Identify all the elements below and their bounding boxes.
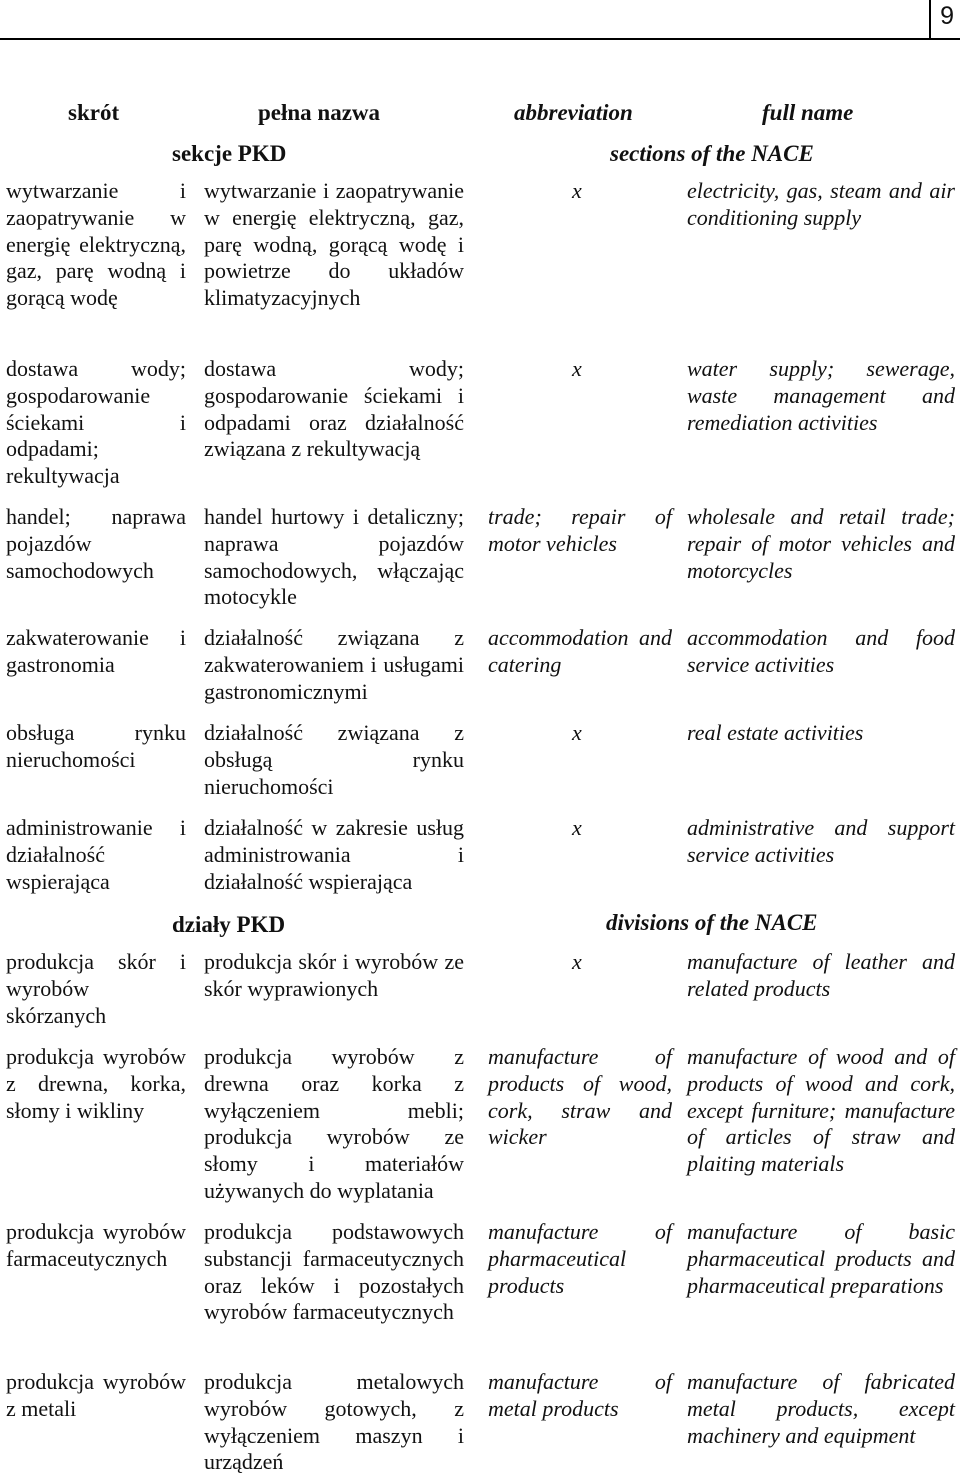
full-en-cell: water supply; sewerage, waste management and remediation activities [687, 356, 955, 435]
full-en-cell: real estate activities [687, 720, 864, 745]
abbr-en-cell: manufacture of products of wood, cork, straw and wicker [488, 1044, 672, 1150]
abbr-en-cell: x [572, 949, 582, 974]
abbr-en-cell: manufacture of pharmaceutical products [488, 1219, 672, 1298]
full-pl-cell: produkcja wyrobów z drewna oraz korka z wyłączeniem mebli; produkcja wyrobów ze słomy i materiałów używanych do wyplatania [204, 1044, 464, 1203]
full-en-cell: wholesale and retail trade; repair of motor vehicles and motorcycles [687, 504, 955, 583]
full-pl-cell: dostawa wody; gospodarowanie ściekami i odpadami oraz działalność związana z rekultywacją [204, 356, 464, 462]
page-number: 9 [940, 2, 954, 30]
abbr-pl-cell: produkcja wyrobów farmaceutycznych [6, 1219, 186, 1271]
sections-pl-heading: sekcje PKD [172, 141, 287, 166]
abbr-en-cell: x [572, 720, 582, 745]
abbr-en-cell: x [572, 178, 582, 203]
abbr-en-cell: manufacture of metal products [488, 1369, 672, 1421]
abbr-pl-cell: produkcja skór i wyrobów skórzanych [6, 949, 186, 1028]
abbr-pl-cell: dostawa wody; gospodarowanie ściekami i odpadami; rekultywacja [6, 356, 186, 489]
abbr-pl-cell: obsługa rynku nieruchomości [6, 720, 186, 772]
header-abbr-en: abbreviation [514, 100, 633, 125]
abbr-pl-cell: wytwarzanie i zaopatrywanie w energię elektryczną, gaz, parę wodną i gorącą wodę [6, 178, 186, 311]
full-pl-cell: handel hurtowy i detaliczny; naprawa pojazdów samochodowych, włączając motocykle [204, 504, 464, 610]
divisions-pl-heading: działy PKD [172, 912, 286, 937]
sections-en-heading: sections of the NACE [610, 141, 814, 166]
abbr-pl-cell: handel; naprawa pojazdów samochodowych [6, 504, 186, 583]
divisions-en-heading: divisions of the NACE [606, 910, 818, 935]
abbr-en-cell: x [572, 815, 582, 840]
full-pl-cell: działalność w zakresie usług administrowania i działalność wspierająca [204, 815, 464, 894]
page-number-box [929, 0, 960, 38]
full-pl-cell: działalność związana z obsługą rynku nieruchomości [204, 720, 464, 799]
full-pl-cell: wytwarzanie i zaopatrywanie w energię elektryczną, gaz, parę wodną, gorącą wodę i powietrze do układów klimatyzacyjnych [204, 178, 464, 311]
full-en-cell: electricity, gas, steam and air conditioning supply [687, 178, 955, 230]
full-pl-cell: produkcja podstawowych substancji farmaceutycznych oraz leków i pozostałych wyrobów farmaceutycznych [204, 1219, 464, 1325]
full-pl-cell: produkcja skór i wyrobów ze skór wyprawionych [204, 949, 464, 1001]
full-en-cell: manufacture of leather and related products [687, 949, 955, 1001]
full-en-cell: manufacture of basic pharmaceutical products and pharmaceutical preparations [687, 1219, 955, 1298]
full-pl-cell: produkcja metalowych wyrobów gotowych, z wyłączeniem maszyn i urządzeń [204, 1369, 464, 1475]
abbr-en-cell: x [572, 356, 582, 381]
header-full-en: full name [762, 100, 854, 125]
abbr-pl-cell: zakwaterowanie i gastronomia [6, 625, 186, 677]
abbr-pl-cell: produkcja wyrobów z drewna, korka, słomy i wikliny [6, 1044, 186, 1123]
header-abbr-pl: skrót [68, 100, 120, 125]
header-full-pl: pełna nazwa [258, 100, 381, 125]
top-rule [0, 38, 960, 40]
abbr-pl-cell: administrowanie i działalność wspierająca [6, 815, 186, 894]
full-en-cell: manufacture of wood and of products of wood and cork, except furniture; manufacture of articles of straw and plaiting materials [687, 1044, 955, 1177]
full-en-cell: administrative and support service activities [687, 815, 955, 867]
full-pl-cell: działalność związana z zakwaterowaniem i usługami gastronomicznymi [204, 625, 464, 704]
abbr-en-cell: trade; repair of motor vehicles [488, 504, 672, 556]
full-en-cell: accommodation and food service activities [687, 625, 955, 677]
abbr-pl-cell: produkcja wyrobów z metali [6, 1369, 186, 1421]
abbr-en-cell: accommodation and catering [488, 625, 672, 677]
full-en-cell: manufacture of fabricated metal products, except machinery and equipment [687, 1369, 955, 1448]
